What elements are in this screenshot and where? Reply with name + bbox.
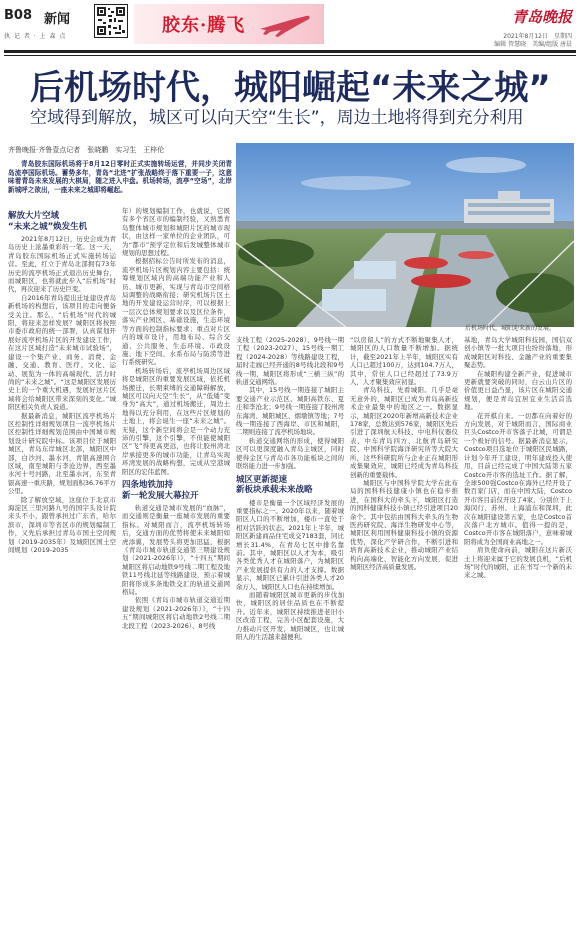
- paragraph: 肩负使命向前，城阳在这片新沃土上将迎来属于它的发展良机，“后机场”时代的城阳，正在书写一个新的未来之城。: [464, 546, 572, 580]
- paragraph: 基地，青岛大学城阳科技园，国信双创小镇等一批大项目也纷纷落地，形成城阳区对科技、金融产业的重要集聚态势。: [464, 336, 572, 370]
- section-name: 新闻: [44, 12, 71, 27]
- paragraph: “以房留人”的方式不断地聚集人才，城阳区的人口数量不断增加。据统计，截至2021年上半年，城阳区实有人口已超过100万，达到104.7万人，其中，常住人口已经超过了73.9万人，人才聚集效应初显。: [350, 336, 458, 387]
- header-rule-thin: [4, 55, 576, 56]
- paragraph: 2021年8月12日，历史会成为青岛历史上浓墨重彩的一笔。这一天，青岛胶东国际机场正式实施转场运营。至此，红立于青岛北部拥有73年历史的流亭机场正式退出历史舞台，而城阳区，也将就此步入“后机场”时代，再次迎来了历史巨变。: [8, 235, 116, 294]
- section-banner: [134, 4, 324, 44]
- subheading-line: 新一轮发展大幕拉开: [122, 490, 199, 501]
- article-column-3: [236, 336, 344, 641]
- paragraph: 楼市是衡量一个区域经济发展的重要指标之一。2020年以来，随着城阳区人口的不断增加，楼市一直处于相对活跃的状态。2021年上半年，城阳区新建商品住宅成交7183套，同比增长31.4%，在青岛七区中排名靠前。其中，城阳区以人才为本，吸引各类优秀人才在城阳落户，为城阳区产业发展提供有力的人才支撑。数据显示，城阳区已累计引进各类人才20余万人，城阳区人口也在持续增加。: [236, 498, 344, 591]
- subheading: [122, 480, 230, 501]
- editor-credits: 编辑 管慧晓 美编/组版 唐晨: [494, 41, 572, 48]
- subheadline: 空域得到解放，城区可以向天空“生长”，周边土地将得到充分利用: [30, 108, 524, 128]
- header-rule-thick: [4, 50, 576, 53]
- paragraph: 轨道交通是城市发展的“血脉”，而交通则是衡量一座城市发展的重要指标。对城阳而言，流亭机场转场后，交通方面的优势将使未来城阳如虎添翼，发展势头将更加迅猛，根据《青岛市城市轨道交通第三期建设规划（2021-2026年）》，“十四五”期间城阳区将启动地铁9号线二期工程及地铁11号线北延等线路建设，预示着城阳将形成多条地铁交汇的轨道交通网格局。: [122, 504, 230, 597]
- paragraph: 自2016年青岛提出迁址建设青岛新机场的构想后，该项目的走向便备受关注。那么，“后机场”时代的城阳，将迎来怎样发展？城阳区将按照市委市政府的统一部署，认真谋划开展好流亭机场片区的开发建设工作，在这片区域打造“未来城市试验场”，建设一个集产业、商务、消费、金融、交通、教育、医疗、文化、运动、展览为一体的高端现代、活力时尚的“未来之城”。“这是城阳区发展历史上的一个重大机遇，发展好这片区域将会给城阳区带来深刻的变化。”城阳区相关负责人说道。: [8, 293, 116, 412]
- subheading-line: 城区更新提速: [236, 474, 288, 485]
- lead-paragraph: 青岛胶东国际机场将于8月12日零时正式实施转场运营，并同步关闭青岛流亭国际机场。蓄势多年，青岛“北进”扩张战略终于落下重要一子，这意味着青岛未来发展的大棋局，随之进入中盘。机场转场，流亭“空场”，北岸新城呼之欲出，一座未来之城即将崛起。: [8, 160, 232, 194]
- paragraph: 城阳区与中国科学院大学在此布局的国科科技健康小镇也在稳步推进，在国科大的牵头下，城阳区打造的国科健康科技小镇已经引进项目20余个。其中包括由国科大牵头的生物医药研究院、海洋生物研发中心等，城阳区利用国科健康科技小镇的资源优势，深化产学研合作，不断引进和培育高新技术企业，推动城阳产业结构向高端化、智能化方向发展，促进城阳区经济高质量发展。: [350, 478, 458, 571]
- article-photo: [236, 143, 574, 327]
- paragraph: 机场转场后，流亭机场周边区域将是城阳区的重要发展区域，依托机场搬迁，长期束缚的交通障碍解放，城区可以向天空“生长”，从“低矮”变身为“高大”，通过机场搬迁，周边土地得以充分利用，在这些片区规划的土地上，将会诞生一座“未来之城”。无疑，这个新空间将会是一个动力充沛的引擎，这个引擎，不但能使城阳区“飞”得更高更远，也将让胶州湾北岸承接更多的城市功能，让青岛实现环湾发展的战略构想，完成从空港城阳区的宏伟蓝图。: [122, 366, 230, 476]
- headline: 后机场时代，城阳崛起“未来之城”: [30, 68, 551, 108]
- paragraph: 除了解放空域，这座位于北京市海淀区三里河路九号的国字头设计院来头不小，跟曾承担过广东省，哈尔滨市，深圳市等省区市的规划编制工作，又先后承担过青岛市国土空间规划（2019-2035年）及城阳区国土空间规划（2019-2035: [8, 495, 116, 555]
- issue-date: 2021年8月12日 星期四: [503, 33, 572, 40]
- article-column-2: [122, 207, 230, 630]
- paragraph: 其中，15号线一期连接了城阳主要交通产业示范区、城阳高铁东、夏庄和李沧北；9号线一期连接了胶州湾东海湾、城阳城区、烟墩镇等地；7号线一期连接了西海岸、市区和城阳，二期则连接了流亭机场地块。: [236, 386, 344, 437]
- subheading: [236, 475, 344, 496]
- article-column-5: [464, 336, 572, 580]
- subheading: [8, 211, 116, 232]
- subheading-line: “未来之城”焕发生机: [8, 221, 88, 232]
- paragraph: 轨道交通网络的形成，使得城阳区可以更深度融入青岛主城区，同时使得金区与青岛市各功能板块之间的联络能力进一步加强。: [236, 436, 344, 471]
- qr-code-icon: [94, 4, 128, 38]
- page-header: [4, 4, 576, 50]
- subheading-line: 解放大片空域: [8, 211, 60, 221]
- banner-title: 胶东·腾飞: [162, 15, 246, 36]
- paragraph: 年）的规划编制工作，也就说，它既有多个省区市的编制经验，又熟悉青岛整体城市规划和城阳片区的城市现状，由这样一家单位的企业团队，可为“都市”预学定位和后发城整体城市规划的思想过程。: [122, 207, 230, 258]
- byline: 齐鲁晚报·齐鲁壹点记者 张晓鹏 实习生 王梓伦: [8, 146, 165, 154]
- header-editor-small: 执 记 者 · 上 森 点: [4, 33, 67, 40]
- paragraph: 而随着城阳区城市更新的步伐加快，城阳区的居住品质也在不断提升。近年来，城阳区持续推进老旧小区改造工程，完善小区配套设施，大力推动片区开发，城阳城区，也让城阳人的生活越来越便利。: [236, 590, 344, 641]
- subheading-line: 四条地铁加持: [122, 480, 174, 490]
- article-column-4: [350, 336, 458, 571]
- page-number: B08: [4, 8, 32, 23]
- article-column-1: [8, 207, 116, 554]
- paragraph: 根据招标公告时所发布的消息，流亭机场片区规划内容主要包括：统筹规划区域内的高端功能产业和人员、城市更新，实现与青岛市空间格局调整的战略衔接；研究机场片区土地的开发建设运营时序，可以根据上一层次总体规划要求以及区位条件，落实产业园区、基础设施，生态环境等方面的控制指标要求；重点对片区内的城市设计，用地布局、综合交通、公共服务、生态环境、市政设施、地下空间、水系布局与防涝等进行系统研究。: [122, 257, 230, 367]
- paragraph: 花开棋自来。一切都在向着好的方向发展，对于城阳而言，国际商业巨头Costco开市客落子北城，可谓是一个极好的信号。据最新消息显示，Costco项目选址位于城阳区民城路，计划今年开工建设，明年建成投入使用，目前已经完成了中国大陆第五家Costco开市客的选址工作。据了解，全球500强Costco在海外已经开设了数百家门店，而在中国大陆，Costco开市客目前仅开设了4家，分别位于上海闵行、苏州、上海浦东和深圳，此次在城阳建设第五家，也是Costco首次落户北方城市。值得一提的是，Costco开市客在城阳落户，意味着城阳将成为全国商业高地之一。: [464, 411, 572, 546]
- paragraph: 青岛科技，先看城阳。几乎是毫无意外的，城阳区已成为青岛高新技术企业最集中的地区之一。数据显示，城阳区2020年新增高新技术企业178家，总数达到576家，城阳区先后引进了深圳航天科技、中电科仪器仪表、中车青岛四方、北航青岛研究院、中国科学院海洋研究所等大院大所，这些科研院所与企业正在城阳形成集聚效应，城阳已经成为青岛科技创新的重要载体。: [350, 386, 458, 479]
- airplane-icon: [254, 7, 314, 41]
- subheading-line: 新板块承载未来战略: [236, 485, 313, 495]
- paragraph: 支线工程（2025-2028）、9号线一期工程（2023-2027）、15号线一期工程（2024-2028）等线路建设工程，届时走廊已经开通的8号线北段和9号线一期，城阳区将形成“三横三纵”的轨道交通网络。: [236, 336, 344, 387]
- paper-logo: 青岛晚报: [511, 8, 572, 26]
- paragraph: 在城阳构建全新产业，促进城市更新就要突破的同时，白云山片区的价值更日益凸显，该片区在城阳交通规划，便是青岛宜居宜业生活首选地。: [464, 369, 572, 412]
- paragraph: 据最新消息，城阳区流亭机场片区控制性详细规划项目一流亭机场片区控制性详细规划范围由中国城市规划设计研究院中标。该项目位于城阳城区，青岛东岸城区北部，城阳区中部，白沙河、墨水河，青银高速围合区域，南至城阳与李沧边界，西至墨水河十号河路，北至墨水河，东至青银高速一重庆路，规划面积36.76平方公里。: [8, 411, 116, 496]
- paragraph: 依照《青岛市城市轨道交通近期建设规划（2021-2026年）》，“十四五”期间城阳区将启动地铁2号线二期北段工程（2023-2026）、8号线: [122, 596, 230, 630]
- photo-caption: 后机场时代，城阳迎来新的发展。: [465, 325, 556, 332]
